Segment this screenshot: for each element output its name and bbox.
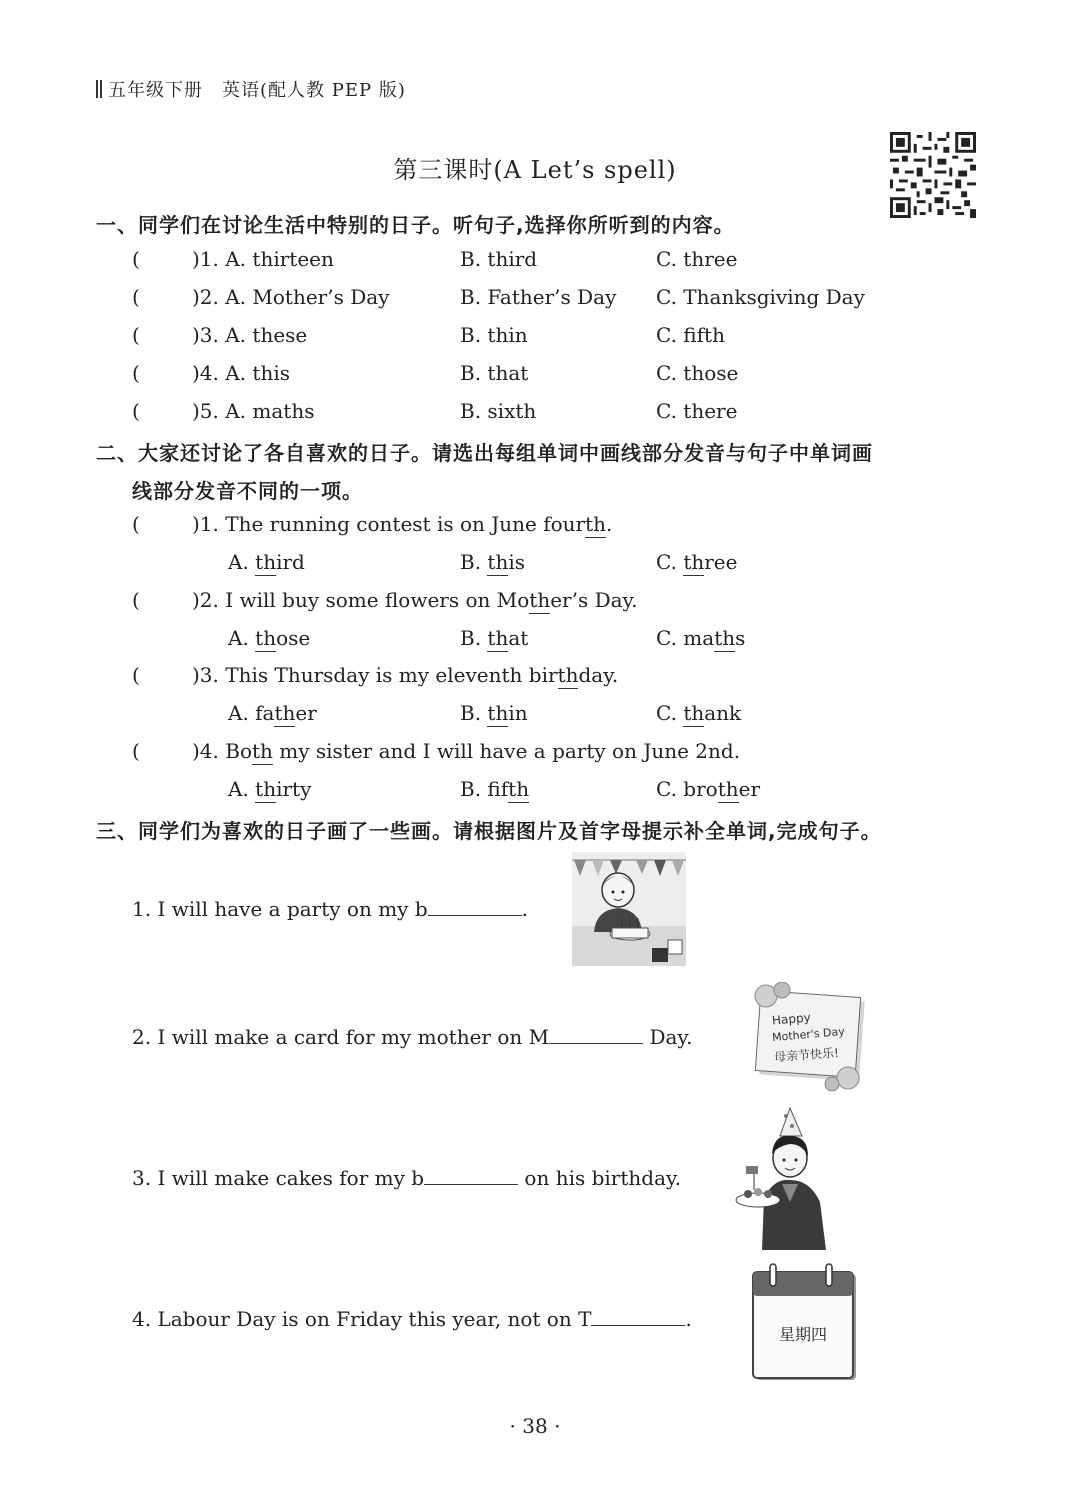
lesson-title: 第三课时(A Let’s spell): [393, 156, 677, 184]
answer-paren[interactable]: (: [132, 361, 140, 385]
option-a: )4. A. this: [192, 361, 290, 385]
option-c: C. brother: [656, 777, 761, 801]
answer-paren[interactable]: (: [132, 247, 140, 271]
answer-paren[interactable]: (: [132, 588, 140, 612]
fill-sentence-4: 4. Labour Day is on Friday this year, not on T .: [132, 1307, 692, 1331]
card-text: Happy: [771, 1010, 812, 1028]
question-sentence: )3. This Thursday is my eleventh birthday.: [192, 663, 619, 687]
option-a: )2. A. Mother’s Day: [192, 285, 390, 309]
option-c: C. three: [656, 550, 738, 574]
fill-sentence-2: 2. I will make a card for my mother on M Day.: [132, 1025, 693, 1049]
brother-birthday-illustration: [734, 1106, 830, 1250]
card-text: Mother's Day: [771, 1024, 846, 1045]
answer-blank[interactable]: [428, 897, 522, 916]
option-c: C. those: [656, 361, 739, 385]
fill-sentence-1: 1. I will have a party on my b .: [132, 897, 528, 921]
option-a: )1. A. thirteen: [192, 247, 334, 271]
question-sentence: )2. I will buy some flowers on Mother’s Day.: [192, 588, 638, 612]
answer-paren[interactable]: (: [132, 739, 140, 763]
header-bar-icon: [96, 80, 102, 98]
option-a: A. those: [228, 626, 311, 650]
option-a: A. father: [228, 701, 317, 725]
answer-paren[interactable]: (: [132, 512, 140, 536]
fill-sentence-3: 3. I will make cakes for my b on his birthday.: [132, 1166, 682, 1190]
option-b: B. Father’s Day: [460, 285, 617, 309]
birthday-party-illustration: [572, 852, 686, 966]
answer-paren[interactable]: (: [132, 399, 140, 423]
qr-code-icon: [890, 132, 976, 218]
question-sentence: )1. The running contest is on June fourth.: [192, 512, 613, 536]
option-c: C. there: [656, 399, 738, 423]
option-c: C. maths: [656, 626, 746, 650]
question-sentence: )4. Both my sister and I will have a party on June 2nd.: [192, 739, 741, 763]
answer-blank[interactable]: [424, 1166, 518, 1185]
answer-paren[interactable]: (: [132, 285, 140, 309]
answer-blank[interactable]: [591, 1307, 685, 1326]
option-b: B. that: [460, 361, 529, 385]
option-a: A. third: [228, 550, 305, 574]
page-header: [96, 76, 406, 102]
section2-heading-line2: 线部分发音不同的一项。: [132, 479, 363, 503]
option-b: B. fifth: [460, 777, 530, 801]
option-a: )5. A. maths: [192, 399, 315, 423]
mothers-day-card-illustration: [748, 982, 870, 1094]
option-c: C. fifth: [656, 323, 725, 347]
calendar-day-text: 星期四: [778, 1325, 827, 1344]
option-b: B. sixth: [460, 399, 537, 423]
option-c: C. Thanksgiving Day: [656, 285, 865, 309]
answer-paren[interactable]: (: [132, 663, 140, 687]
section2-heading-line1: 二、大家还讨论了各自喜欢的日子。请选出每组单词中画线部分发音与句子中单词画: [96, 441, 873, 465]
answer-blank[interactable]: [549, 1025, 643, 1044]
page-number: · 38 ·: [509, 1414, 561, 1438]
section3-heading: 三、同学们为喜欢的日子画了一些画。请根据图片及首字母提示补全单词,完成句子。: [96, 819, 882, 843]
header-text: 五年级下册 英语(配人教 PEP 版): [108, 80, 406, 101]
card-text: 母亲节快乐!: [773, 1045, 840, 1065]
calendar-icon: [752, 1262, 858, 1382]
option-b: B. thin: [460, 323, 528, 347]
option-c: C. three: [656, 247, 738, 271]
option-b: B. that: [460, 626, 529, 650]
option-a: )3. A. these: [192, 323, 308, 347]
option-c: C. thank: [656, 701, 742, 725]
section1-heading: 一、同学们在讨论生活中特别的日子。听句子,选择你所听到的内容。: [96, 213, 735, 237]
option-b: B. thin: [460, 701, 528, 725]
option-b: B. third: [460, 247, 538, 271]
option-a: A. thirty: [228, 777, 312, 801]
option-b: B. this: [460, 550, 526, 574]
answer-paren[interactable]: (: [132, 323, 140, 347]
